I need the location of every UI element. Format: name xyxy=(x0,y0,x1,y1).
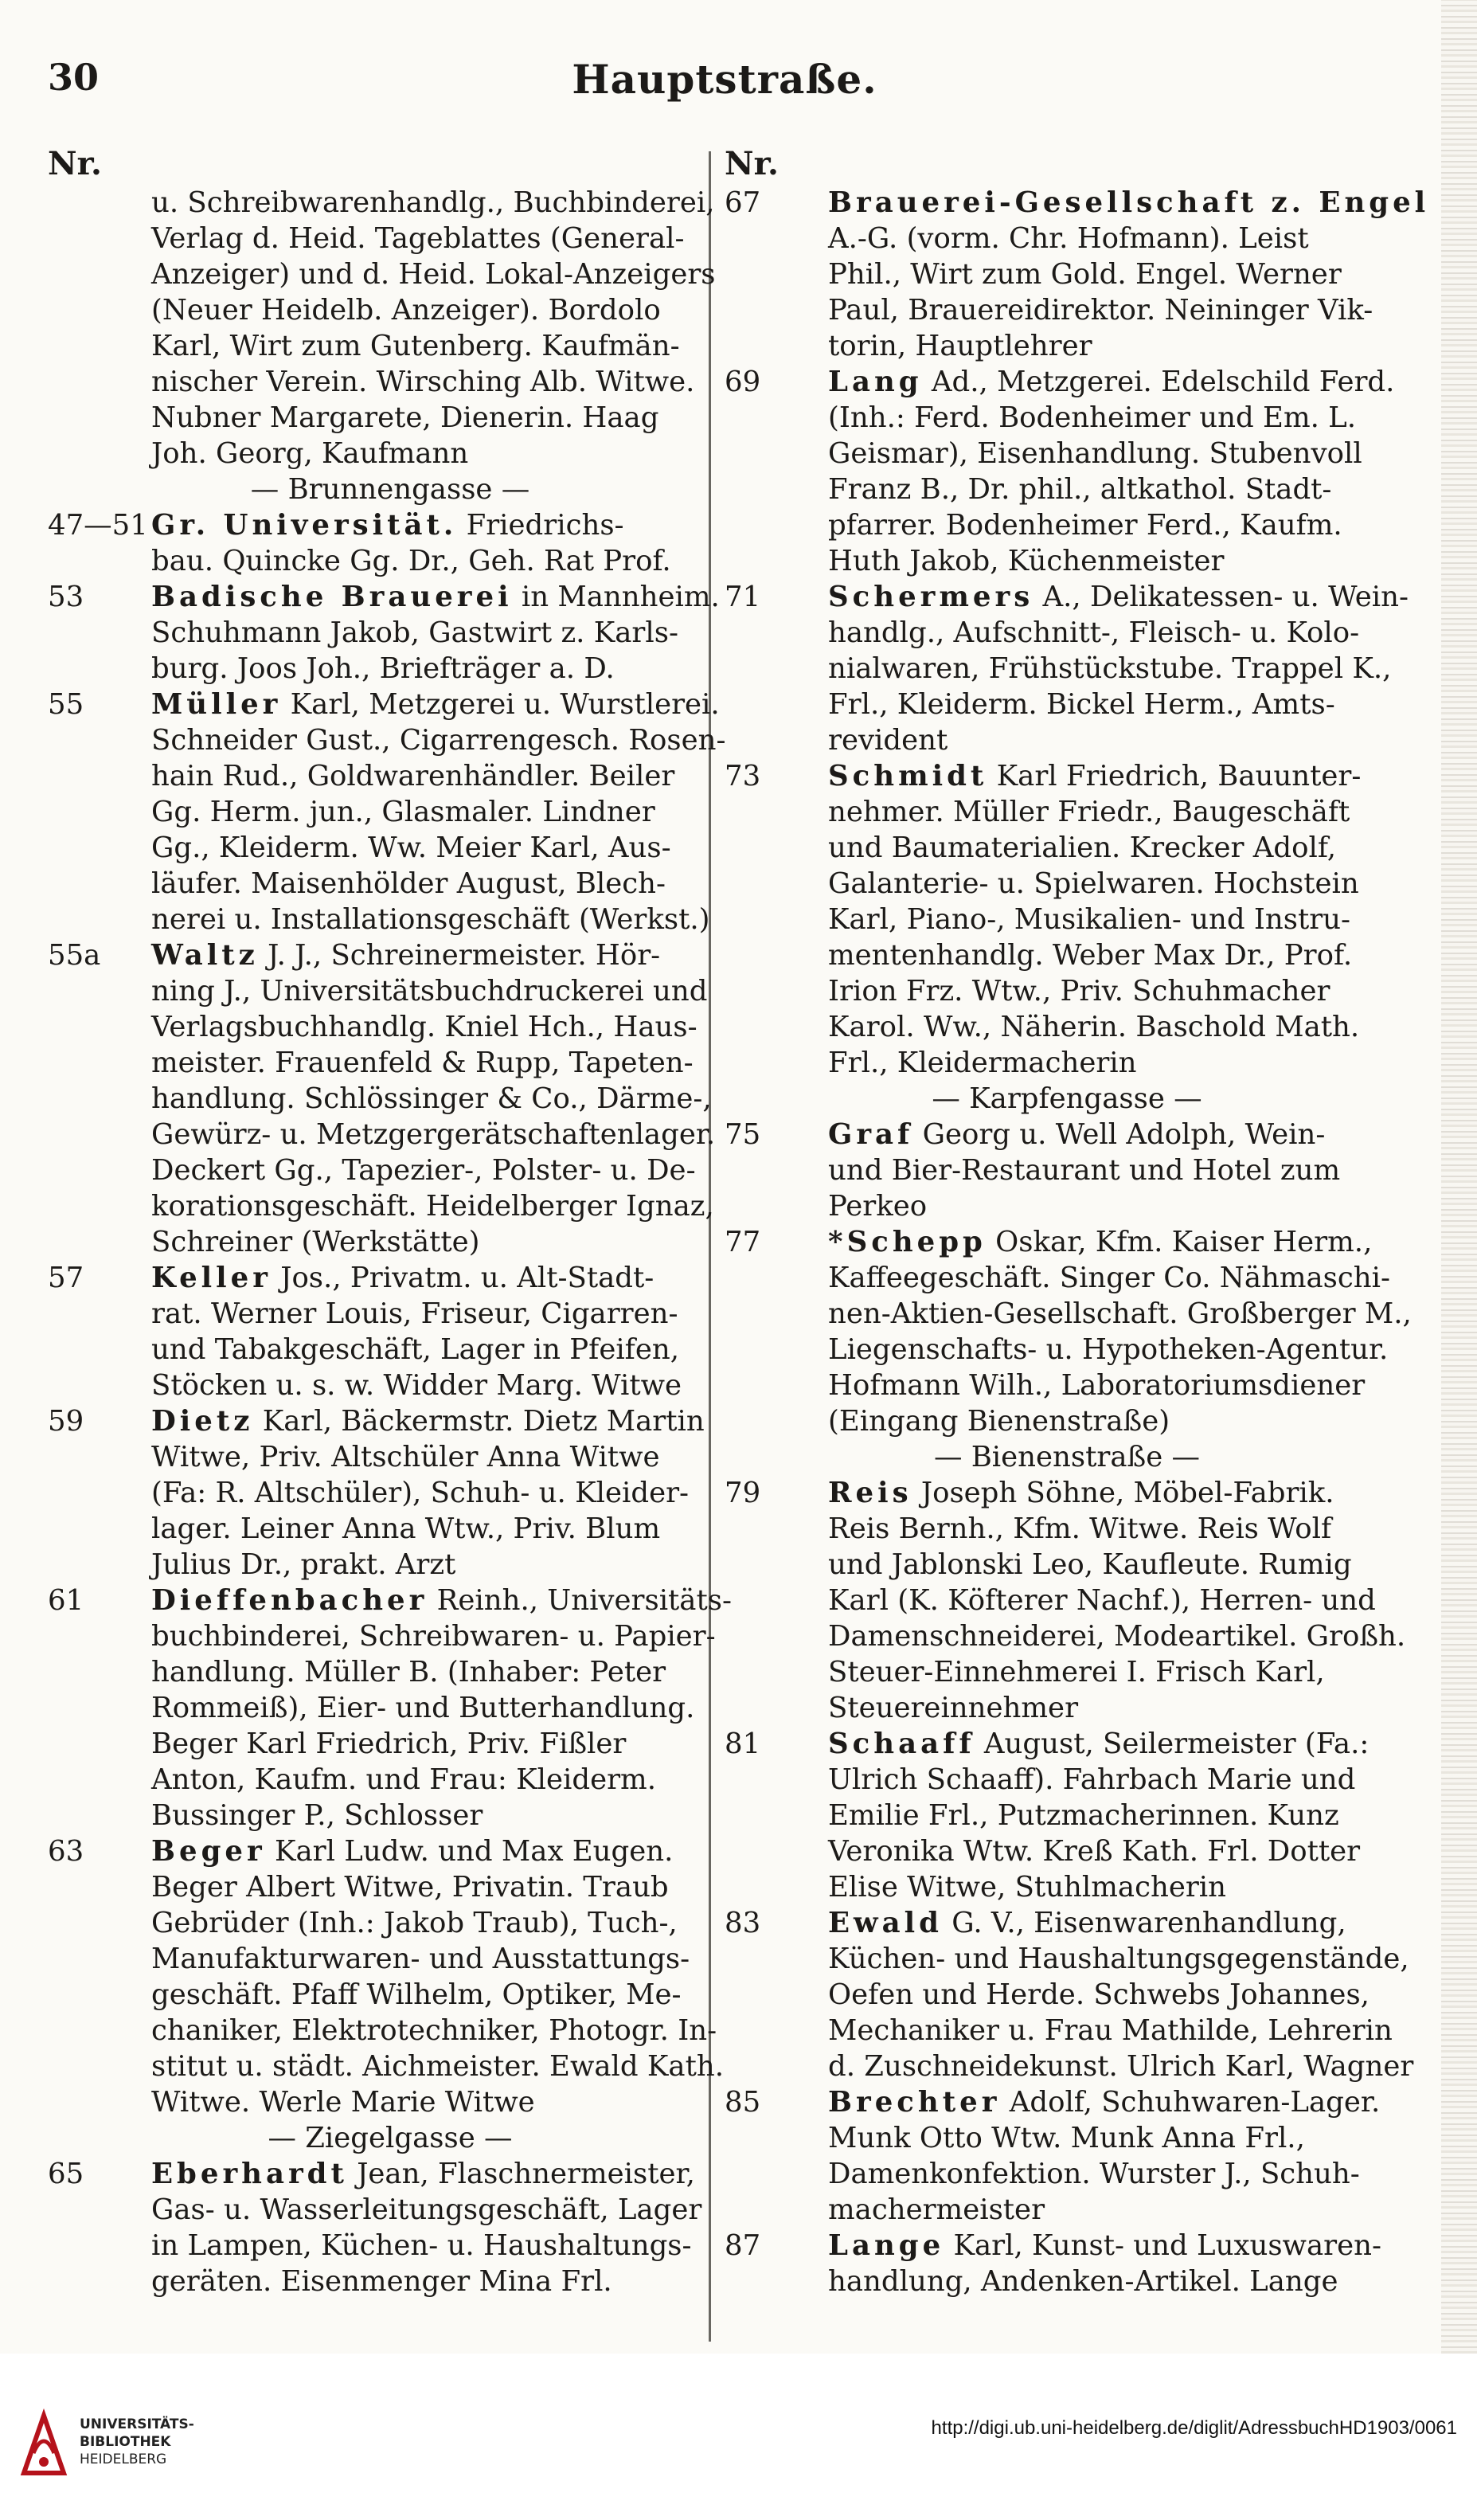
entry-continuation-line: Gg., Kleiderm. Ww. Meier Karl, Aus- xyxy=(151,832,671,864)
entry-line xyxy=(725,1726,1377,1762)
entry-continuation-line: Perkeo xyxy=(828,1190,928,1223)
house-number: 79 xyxy=(725,1477,761,1509)
entry-text: Reinh., Universitäts- xyxy=(428,1584,732,1617)
entry-continuation-line: Rommeiß), Eier- und Butterhandlung. xyxy=(151,1692,695,1724)
entry-continuation-line: nehmer. Müller Friedr., Baugeschäft xyxy=(828,796,1350,828)
entry-name: Schmidt xyxy=(828,760,988,792)
entry-continuation-line: Verlagsbuchhandlg. Kniel Hch., Haus- xyxy=(151,1011,697,1043)
entry-continuation-line: Gg. Herm. jun., Glasmaler. Lindner xyxy=(151,796,655,828)
entry-continuation-line: Kaffeegeschäft. Singer Co. Nähmaschi- xyxy=(828,1262,1390,1294)
entry-continuation-line: und Bier-Restaurant und Hotel zum xyxy=(828,1154,1341,1187)
house-number: 75 xyxy=(725,1118,761,1151)
house-number: 47—51 xyxy=(48,509,148,542)
entry-name: Eberhardt xyxy=(151,2158,348,2190)
entry-text: August, Seilermeister (Fa.: xyxy=(975,1728,1370,1760)
entry-line xyxy=(725,1117,1377,1152)
entry-continuation-line: nerei u. Installationsgeschäft (Werkst.) xyxy=(151,903,710,936)
entry-continuation-line: buchbinderei, Schreibwaren- u. Papier- xyxy=(151,1620,716,1653)
entry-continuation-line: meister. Frauenfeld & Rupp, Tapeten- xyxy=(151,1047,694,1079)
entry-continuation-line: revident xyxy=(828,724,948,757)
entry-line xyxy=(725,579,1409,615)
entry-continuation-line: Küchen- und Haushaltungsgegenstände, xyxy=(828,1943,1409,1975)
entry-continuation-line: Hofmann Wilh., Laboratoriumsdiener xyxy=(828,1369,1366,1402)
house-number: 67 xyxy=(725,186,761,219)
entry-continuation-line: Julius Dr., prakt. Arzt xyxy=(151,1548,456,1581)
house-number: 55 xyxy=(48,688,84,721)
house-number: 53 xyxy=(48,581,84,613)
entry-text: Georg u. Well Adolph, Wein- xyxy=(913,1118,1326,1151)
entry-continuation-line: in Lampen, Küchen- u. Haushaltungs- xyxy=(151,2229,692,2262)
entry-continuation-line: bau. Quincke Gg. Dr., Geh. Rat Prof. xyxy=(151,545,671,577)
entry-text: Ad., Metzgerei. Edelschild Ferd. xyxy=(922,366,1395,398)
entry-continuation-line: lager. Leiner Anna Wtw., Priv. Blum xyxy=(151,1512,661,1545)
entry-continuation-line: Beger Karl Friedrich, Priv. Fißler xyxy=(151,1728,627,1760)
entry-continuation-line: Anton, Kaufm. und Frau: Kleiderm. xyxy=(151,1763,656,1796)
street-section-heading: — Ziegelgasse — xyxy=(268,2122,513,2154)
entry-continuation-line: (Neuer Heidelb. Anzeiger). Bordolo xyxy=(151,294,661,327)
nr-column-label: Nr. xyxy=(725,145,779,182)
entry-continuation-line: torin, Hauptlehrer xyxy=(828,330,1092,362)
entry-name: Brechter xyxy=(828,2086,1001,2119)
entry-continuation-line: und Jablonski Leo, Kaufleute. Rumig xyxy=(828,1548,1352,1581)
entry-continuation-line: Damenkonfektion. Wurster J., Schuh- xyxy=(828,2158,1360,2190)
entry-continuation-line: Gebrüder (Inh.: Jakob Traub), Tuch-, xyxy=(151,1907,678,1939)
nr-column-label: Nr. xyxy=(48,145,102,182)
entry-name: Schaaff xyxy=(828,1728,975,1760)
entry-continuation-line: stitut u. städt. Aichmeister. Ewald Kath. xyxy=(151,2050,724,2083)
page-header xyxy=(48,48,1401,119)
entry-text: G. V., Eisenwarenhandlung, xyxy=(942,1907,1346,1939)
library-name-line: UNIVERSITÄTS- xyxy=(80,2416,194,2432)
house-number: 83 xyxy=(725,1907,761,1939)
right-column-lines xyxy=(725,185,1430,2299)
entry-continuation-line: nialwaren, Frühstückstube. Trappel K., xyxy=(828,652,1392,685)
entry-continuation-line: geschäft. Pfaff Wilhelm, Optiker, Me- xyxy=(151,1978,682,2011)
entry-continuation-line: Beger Albert Witwe, Privatin. Traub xyxy=(151,1871,669,1904)
footer-bar xyxy=(0,2354,1477,2520)
entry-line xyxy=(725,1475,1377,1511)
right-column xyxy=(725,143,1430,2299)
entry-line xyxy=(48,1260,701,1296)
entry-continuation-line: (Eingang Bienenstraße) xyxy=(828,1405,1170,1438)
left-column xyxy=(48,143,732,2299)
house-number: 63 xyxy=(48,1835,84,1868)
entry-continuation-line: Gewürz- u. Metzgergerätschaftenlager. xyxy=(151,1118,716,1151)
entry-text: Karl, Kunst- und Luxuswaren- xyxy=(944,2229,1381,2262)
entry-continuation-line: Huth Jakob, Küchenmeister xyxy=(828,545,1225,577)
entry-continuation-line: Witwe. Werle Marie Witwe xyxy=(151,2086,535,2119)
left-column-lines xyxy=(48,185,732,2299)
entry-continuation-line: handlung. Schlössinger & Co., Därme-, xyxy=(151,1082,712,1115)
house-number: 59 xyxy=(48,1405,84,1438)
entry-name: Ewald xyxy=(828,1907,943,1939)
running-title: Hauptstraße. xyxy=(572,56,877,103)
entry-line xyxy=(725,1224,1377,1260)
entry-continuation-line: burg. Joos Joh., Briefträger a. D. xyxy=(151,652,615,685)
library-name xyxy=(80,2416,194,2468)
entry-continuation-line: Nubner Margarete, Dienerin. Haag xyxy=(151,401,659,434)
house-number: 65 xyxy=(48,2158,84,2190)
entry-name: Waltz xyxy=(151,939,259,972)
street-section-heading: — Karpfengasse — xyxy=(932,1082,1202,1115)
entry-continuation-line: Steuereinnehmer xyxy=(828,1692,1079,1724)
entry-continuation-line: chaniker, Elektrotechniker, Photogr. In- xyxy=(151,2014,717,2047)
entry-continuation-line: Schneider Gust., Cigarrengesch. Rosen- xyxy=(151,724,726,757)
entry-text: Karl, Metzgerei u. Wurstlerei. xyxy=(281,688,720,721)
house-number: 61 xyxy=(48,1584,84,1617)
street-section-heading: — Brunnengasse — xyxy=(250,473,530,506)
entry-text: J. J., Schreinermeister. Hör- xyxy=(258,939,661,972)
house-number: 73 xyxy=(725,760,761,792)
entry-line xyxy=(725,364,1395,400)
entry-line xyxy=(725,2228,1381,2264)
entry-text: Jean, Flaschnermeister, xyxy=(347,2158,695,2190)
entry-continuation-line: handlg., Aufschnitt-, Fleisch- u. Kolo- xyxy=(828,616,1360,649)
entry-continuation-line: mentenhandlg. Weber Max Dr., Prof. xyxy=(828,939,1353,972)
library-name-line: HEIDELBERG xyxy=(80,2452,167,2467)
entry-continuation-line: (Inh.: Ferd. Bodenheimer und Em. L. xyxy=(828,401,1357,434)
entry-text: Karl Friedrich, Bauunter- xyxy=(987,760,1362,792)
entry-text: A., Delikatessen- u. Wein- xyxy=(1034,581,1409,613)
house-number: 57 xyxy=(48,1262,84,1294)
entry-name: Reis xyxy=(828,1477,912,1509)
entry-continuation-line: Damenschneiderei, Modeartikel. Großh. xyxy=(828,1620,1406,1653)
entry-line xyxy=(48,507,701,543)
entry-continuation-line: Franz B., Dr. phil., altkathol. Stadt- xyxy=(828,473,1332,506)
entry-text: Adolf, Schuhwaren-Lager. xyxy=(1000,2086,1381,2119)
entry-name: Brauerei-Gesellschaft z. Engel xyxy=(828,186,1430,219)
entry-name: Graf xyxy=(828,1118,914,1151)
entry-text: in Mannheim. xyxy=(512,581,720,613)
entry-continuation-line: Irion Frz. Wtw., Priv. Schuhmacher xyxy=(828,975,1330,1008)
entry-continuation-line: Liegenschafts- u. Hypotheken-Agentur. xyxy=(828,1333,1389,1366)
entry-name: Schermers xyxy=(828,581,1034,613)
entry-continuation-line: und Baumaterialien. Krecker Adolf, xyxy=(828,832,1336,864)
house-number: 71 xyxy=(725,581,761,613)
entry-continuation-line: Ulrich Schaaff). Fahrbach Marie und xyxy=(828,1763,1356,1796)
entry-continuation-line: (Fa: R. Altschüler), Schuh- u. Kleider- xyxy=(151,1477,690,1509)
entry-continuation-line: Steuer-Einnehmerei I. Frisch Karl, xyxy=(828,1656,1325,1688)
entry-text: Jos., Privatm. u. Alt-Stadt- xyxy=(271,1262,654,1294)
entry-line xyxy=(48,937,701,973)
entry-line xyxy=(725,1905,1377,1941)
entry-continuation-line: handlung, Andenken-Artikel. Lange xyxy=(828,2265,1338,2298)
street-section-heading: — Bienenstraße — xyxy=(933,1441,1201,1473)
entry-text: Friedrichs- xyxy=(457,509,624,542)
entry-continuation-line: Oefen und Herde. Schwebs Johannes, xyxy=(828,1978,1370,2011)
entry-continuation-line: Karl, Wirt zum Gutenberg. Kaufmän- xyxy=(151,330,680,362)
entry-continuation-line: geräten. Eisenmenger Mina Frl. xyxy=(151,2265,612,2298)
entry-continuation-line: nischer Verein. Wirsching Alb. Witwe. xyxy=(151,366,695,398)
house-number: 87 xyxy=(725,2229,761,2262)
entry-line xyxy=(725,2084,1381,2120)
house-number: 55a xyxy=(48,939,101,972)
library-seal-icon xyxy=(16,2409,72,2477)
entry-continuation-line: korationsgeschäft. Heidelberger Ignaz, xyxy=(151,1190,714,1223)
house-number: 77 xyxy=(725,1226,761,1258)
entry-continuation-line: Manufakturwaren- und Ausstattungs- xyxy=(151,1943,690,1975)
source-url[interactable]: http://digi.ub.uni-heidelberg.de/diglit/AdressbuchHD1903/0061 xyxy=(931,2417,1457,2439)
entry-line xyxy=(725,185,1430,221)
entry-continuation-line: und Tabakgeschäft, Lager in Pfeifen, xyxy=(151,1333,679,1366)
entry-continuation-line: Frl., Kleidermacherin xyxy=(828,1047,1137,1079)
entry-text: Joseph Söhne, Möbel-Fabrik. xyxy=(912,1477,1334,1509)
entry-continuation-line: Witwe, Priv. Altschüler Anna Witwe xyxy=(151,1441,660,1473)
entry-continuation-line: Reis Bernh., Kfm. Witwe. Reis Wolf xyxy=(828,1512,1332,1545)
entry-continuation-line: Joh. Georg, Kaufmann xyxy=(151,437,469,470)
page-number: 30 xyxy=(48,56,100,99)
entry-continuation-line: Elise Witwe, Stuhlmacherin xyxy=(828,1871,1227,1904)
entry-continuation-line: rat. Werner Louis, Friseur, Cigarren- xyxy=(151,1297,678,1330)
entry-continuation-line: Paul, Brauereidirektor. Neininger Vik- xyxy=(828,294,1373,327)
entry-text: Karl Ludw. und Max Eugen. xyxy=(265,1835,674,1868)
entry-line xyxy=(48,1833,701,1869)
entry-continuation-line: Schuhmann Jakob, Gastwirt z. Karls- xyxy=(151,616,678,649)
entry-continuation-line: handlung. Müller B. (Inhaber: Peter xyxy=(151,1656,666,1688)
entry-name: Dieffenbacher xyxy=(151,1584,428,1617)
entry-continuation-line: Karl, Piano-, Musikalien- und Instru- xyxy=(828,903,1351,936)
entry-continuation-line: A.-G. (vorm. Chr. Hofmann). Leist xyxy=(828,222,1309,255)
entry-name: Gr. Universität. xyxy=(151,509,458,542)
entry-continuation-line: Veronika Wtw. Kreß Kath. Frl. Dotter xyxy=(828,1835,1361,1868)
entry-name: Badische Brauerei xyxy=(151,581,513,613)
entry-continuation-line: Anzeiger) und d. Heid. Lokal-Anzeigers xyxy=(151,258,716,291)
entry-continuation-line: Bussinger P., Schlosser xyxy=(151,1799,483,1832)
entry-continuation-line: Stöcken u. s. w. Widder Marg. Witwe xyxy=(151,1369,682,1402)
entry-line xyxy=(48,1583,732,1618)
entry-continuation-line: nen-Aktien-Gesellschaft. Großberger M., xyxy=(828,1297,1412,1330)
entry-continuation-line: Gas- u. Wasserleitungsgeschäft, Lager xyxy=(151,2193,702,2226)
entry-continuation-line: machermeister xyxy=(828,2193,1045,2226)
page-edge-scan-artifact xyxy=(1441,0,1477,2354)
entry-continuation-line: d. Zuschneidekunst. Ulrich Karl, Wagner xyxy=(828,2050,1414,2083)
entry-line xyxy=(48,579,720,615)
entry-continuation-line: Schreiner (Werkstätte) xyxy=(151,1226,480,1258)
entry-continuation-line: Phil., Wirt zum Gold. Engel. Werner xyxy=(828,258,1342,291)
entry-continuation-line: Emilie Frl., Putzmacherinnen. Kunz xyxy=(828,1799,1339,1832)
house-number: 81 xyxy=(725,1728,761,1760)
entry-name: Dietz xyxy=(151,1405,254,1438)
library-name-line: BIBLIOTHEK xyxy=(80,2434,171,2450)
entry-name: Müller xyxy=(151,688,282,721)
entry-name: Lange xyxy=(828,2229,945,2262)
entry-line xyxy=(48,2156,701,2192)
entry-name: Lang xyxy=(828,366,923,398)
entry-name: Keller xyxy=(151,1262,272,1294)
entry-continuation-line: hain Rud., Goldwarenhändler. Beiler xyxy=(151,760,675,792)
entry-name: Beger xyxy=(151,1835,266,1868)
entry-continuation-line: Geismar), Eisenhandlung. Stubenvoll xyxy=(828,437,1362,470)
entry-text: Oskar, Kfm. Kaiser Herm., xyxy=(986,1226,1373,1258)
entry-continuation-line: pfarrer. Bodenheimer Ferd., Kaufm. xyxy=(828,509,1342,542)
entry-line xyxy=(48,1403,705,1439)
entry-continuation-line: ning J., Universitätsbuchdruckerei und xyxy=(151,975,708,1008)
entry-line xyxy=(48,687,720,722)
entry-continuation-line: u. Schreibwarenhandlg., Buchbinderei, xyxy=(151,186,715,219)
entry-continuation-line: Mechaniker u. Frau Mathilde, Lehrerin xyxy=(828,2014,1393,2047)
entry-continuation-line: läufer. Maisenhölder August, Blech- xyxy=(151,867,666,900)
entry-continuation-line: Galanterie- u. Spielwaren. Hochstein xyxy=(828,867,1359,900)
entry-name: *Schepp xyxy=(828,1226,987,1258)
house-number: 85 xyxy=(725,2086,761,2119)
entry-text: Karl, Bäckermstr. Dietz Martin xyxy=(253,1405,705,1438)
entry-continuation-line: Karol. Ww., Näherin. Baschold Math. xyxy=(828,1011,1360,1043)
entry-continuation-line: Karl (K. Köfterer Nachf.), Herren- und xyxy=(828,1584,1376,1617)
house-number: 69 xyxy=(725,366,761,398)
entry-continuation-line: Frl., Kleiderm. Bickel Herm., Amts- xyxy=(828,688,1335,721)
entry-continuation-line: Munk Otto Wtw. Munk Anna Frl., xyxy=(828,2122,1305,2154)
entry-continuation-line: Verlag d. Heid. Tageblattes (General- xyxy=(151,222,685,255)
entry-continuation-line: Deckert Gg., Tapezier-, Polster- u. De- xyxy=(151,1154,696,1187)
entry-line xyxy=(725,758,1377,794)
